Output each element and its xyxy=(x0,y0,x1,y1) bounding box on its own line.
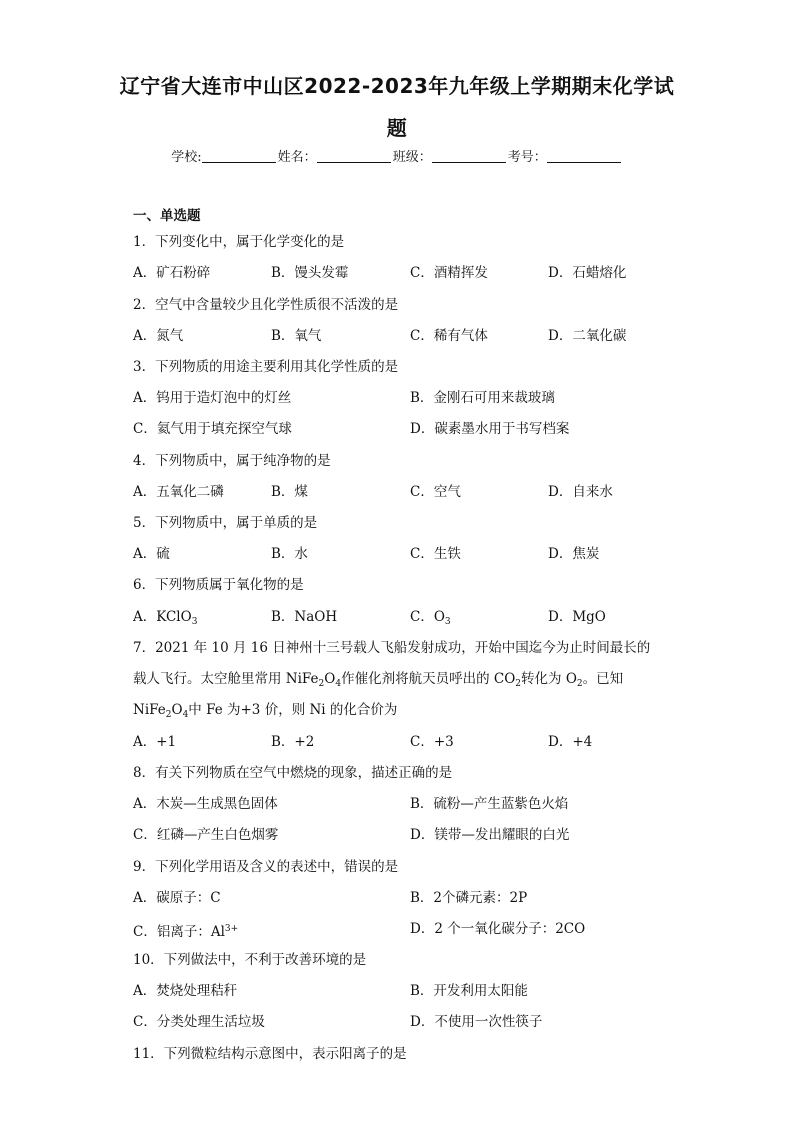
question-7-stem-line2: 载人飞行。太空舱里常用 $NiFe_2O_4$作催化剂将航天员呼出的 $CO_2$转化为 $O_2$。已知 xyxy=(133,671,624,689)
student-info-row xyxy=(0,146,794,165)
q7-option-b: B．+2 xyxy=(271,734,315,750)
q7-option-d: D．+4 xyxy=(548,734,593,750)
q4-option-a: A．五氧化二磷 xyxy=(133,484,224,500)
question-7-stem-line3: $NiFe_2O_4$中 Fe 为+3 价，则 Ni 的化合价为 xyxy=(133,702,398,720)
q3-option-d: D．碳素墨水用于书写档案 xyxy=(410,421,570,437)
question-11-stem: 11．下列微粒结构示意图中，表示阳离子的是 xyxy=(133,1046,407,1062)
name-blank[interactable] xyxy=(317,150,391,163)
number-blank[interactable] xyxy=(547,150,621,163)
q10-option-a: A．焚烧处理秸秆 xyxy=(133,983,238,999)
question-2-stem: 2．空气中含量较少且化学性质很不活泼的是 xyxy=(133,297,399,313)
question-1-stem: 1．下列变化中，属于化学变化的是 xyxy=(133,234,345,250)
q2-option-c: C．稀有气体 xyxy=(410,328,488,344)
q5-option-b: B．水 xyxy=(271,546,308,562)
q5-option-c: C．生铁 xyxy=(410,546,461,562)
q2-option-a: A．氮气 xyxy=(133,328,184,344)
q7-option-a: A．+1 xyxy=(133,734,177,750)
q6-option-c: C．$O_3$ xyxy=(410,609,451,627)
q10-option-b: B．开发利用太阳能 xyxy=(410,983,528,999)
q2-option-d: D．二氧化碳 xyxy=(548,328,627,344)
exam-title-line1: 辽宁省大连市中山区2022-2023年九年级上学期期末化学试 xyxy=(119,74,675,98)
question-10-stem: 10．下列做法中，不利于改善环境的是 xyxy=(133,952,367,968)
q9-option-c: C．铝离子：$Al^{3+}$ xyxy=(133,924,239,940)
school-blank[interactable] xyxy=(202,150,276,163)
q4-option-d: D．自来水 xyxy=(548,484,613,500)
q1-option-c: C．酒精挥发 xyxy=(410,265,488,281)
q9-option-a: A．碳原子：C xyxy=(133,890,221,906)
q3-option-c: C．氦气用于填充探空气球 xyxy=(133,421,292,437)
class-label: 班级： xyxy=(392,150,432,165)
q8-option-d: D．镁带—发出耀眼的白光 xyxy=(410,827,570,843)
question-8-stem: 8．有关下列物质在空气中燃烧的现象，描述正确的是 xyxy=(133,765,453,781)
class-blank[interactable] xyxy=(432,150,506,163)
q8-option-a: A．木炭—生成黑色固体 xyxy=(133,796,278,812)
question-7-stem-line1: 7．2021 年 10 月 16 日神州十三号载人飞船发射成功，开始中国迄今为止时间最长的 xyxy=(133,640,651,656)
q5-option-a: A．硫 xyxy=(133,546,170,562)
section-heading: 一、单选题 xyxy=(133,208,201,224)
q6-option-a: A．KClO$_3$ xyxy=(133,609,198,627)
exam-title-line2: 题 xyxy=(386,116,408,140)
q9-option-d: D．2 个一氧化碳分子：2CO xyxy=(410,921,586,937)
q7-option-c: C．+3 xyxy=(410,734,454,750)
q4-option-b: B．煤 xyxy=(271,484,308,500)
name-label: 姓名： xyxy=(277,150,317,165)
q8-option-c: C．红磷—产生白色烟雾 xyxy=(133,827,279,843)
q1-option-b: B．馒头发霉 xyxy=(271,265,349,281)
q8-option-b: B．硫粉—产生蓝紫色火焰 xyxy=(410,796,569,812)
q6-option-b: B．NaOH xyxy=(271,609,338,625)
question-3-stem: 3．下列物质的用途主要利用其化学性质的是 xyxy=(133,359,399,375)
q3-option-b: B．金刚石可用来裁玻璃 xyxy=(410,390,555,406)
q10-option-c: C．分类处理生活垃圾 xyxy=(133,1014,265,1030)
question-6-stem: 6．下列物质属于氧化物的是 xyxy=(133,577,304,593)
q2-option-b: B．氧气 xyxy=(271,328,322,344)
q1-option-d: D．石蜡熔化 xyxy=(548,265,627,281)
school-label: 学校: xyxy=(171,150,202,165)
q5-option-d: D．焦炭 xyxy=(548,546,600,562)
q1-option-a: A．矿石粉碎 xyxy=(133,265,211,281)
q3-option-a: A．钨用于造灯泡中的灯丝 xyxy=(133,390,292,406)
q9-option-b: B．2个磷元素：2P xyxy=(410,890,528,906)
question-4-stem: 4．下列物质中，属于纯净物的是 xyxy=(133,453,331,469)
q4-option-c: C．空气 xyxy=(410,484,461,500)
question-5-stem: 5．下列物质中，属于单质的是 xyxy=(133,515,318,531)
q6-option-d: D．MgO xyxy=(548,609,606,625)
question-9-stem: 9．下列化学用语及含义的表述中，错误的是 xyxy=(133,859,399,875)
q10-option-d: D．不使用一次性筷子 xyxy=(410,1014,543,1030)
number-label: 考号： xyxy=(507,150,547,165)
